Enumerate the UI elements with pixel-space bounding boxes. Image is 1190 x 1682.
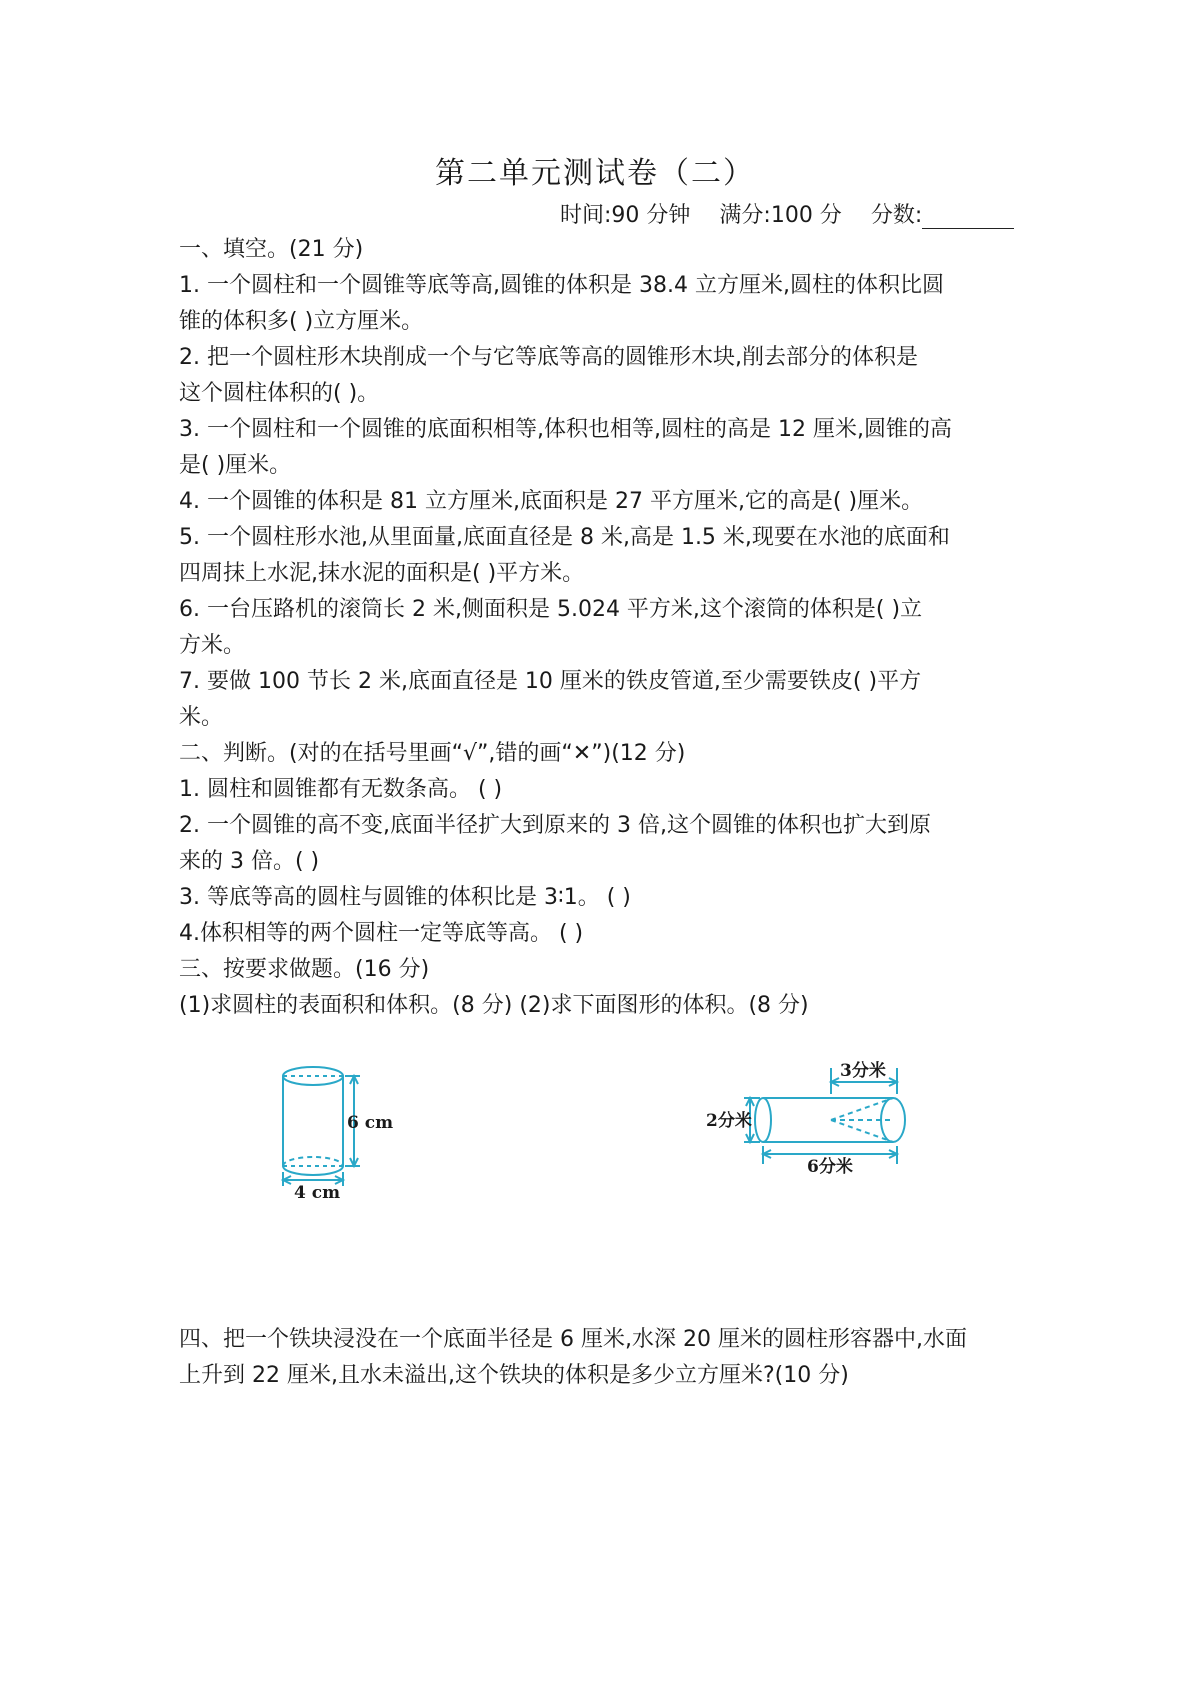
question-line: 锥的体积多( )立方厘米。 [179, 309, 424, 334]
solid-diameter-label: 2分米 [706, 1111, 752, 1131]
question-line: 上升到 22 厘米,且水未溢出,这个铁块的体积是多少立方厘米?(10 分) [179, 1363, 849, 1388]
question-line: 4. 一个圆锥的体积是 81 立方厘米,底面积是 27 平方厘米,它的高是( )厘米。 [179, 489, 924, 514]
question-line: 四周抹上水泥,抹水泥的面积是( )平方米。 [179, 561, 585, 586]
section-heading: 二、判断。(对的在括号里画“√”,错的画“✕”)(12 分) [179, 741, 686, 766]
question-line: 3. 一个圆柱和一个圆锥的底面积相等,体积也相等,圆柱的高是 12 厘米,圆锥的高 [179, 417, 952, 442]
section-heading: 一、填空。(21 分) [179, 237, 364, 262]
question-line: 来的 3 倍。( ) [179, 849, 320, 874]
solid-right-end [881, 1098, 905, 1142]
question-line: 1. 一个圆柱和一个圆锥等底等高,圆锥的体积是 38.4 立方厘米,圆柱的体积比圆 [179, 273, 944, 298]
question-line: (1)求圆柱的表面积和体积。(8 分) (2)求下面图形的体积。(8 分) [179, 993, 809, 1018]
question-line: 5. 一个圆柱形水池,从里面量,底面直径是 8 米,高是 1.5 米,现要在水池的底面和 [179, 525, 950, 550]
cylinder-height-label: 6 cm [347, 1113, 394, 1133]
figures-area [0, 1048, 1190, 1208]
question-line: 6. 一台压路机的滚筒长 2 米,侧面积是 5.024 平方米,这个滚筒的体积是( )立 [179, 597, 923, 622]
exam-meta [560, 198, 1036, 229]
cone-edge [831, 1120, 893, 1142]
question-line: 是( )厘米。 [179, 453, 292, 478]
question-line: 2. 一个圆锥的高不变,底面半径扩大到原来的 3 倍,这个圆锥的体积也扩大到原 [179, 813, 931, 838]
section-heading: 三、按要求做题。(16 分) [179, 957, 430, 982]
solid-left-end [755, 1098, 771, 1142]
cylinder-diameter-label: 4 cm [294, 1183, 341, 1203]
cylinder-bottom-front [283, 1166, 343, 1175]
question-line: 2. 把一个圆柱形木块削成一个与它等底等高的圆锥形木块,削去部分的体积是 [179, 345, 918, 370]
page-title: 第二单元测试卷（二） [435, 156, 755, 191]
full-score: 满分:100 分 [719, 203, 842, 228]
cylinder-figure [0, 1048, 1190, 1208]
time-limit: 时间:90 分钟 [560, 203, 691, 228]
cylinder-bottom-back [283, 1157, 343, 1166]
question-line: 四、把一个铁块浸没在一个底面半径是 6 厘米,水深 20 厘米的圆柱形容器中,水面 [179, 1327, 967, 1352]
question-line: 米。 [179, 705, 224, 730]
solid-length-label: 6分米 [807, 1157, 853, 1177]
cone-length-label: 3分米 [840, 1061, 886, 1081]
score-blank[interactable] [922, 208, 1014, 229]
question-line: 1. 圆柱和圆锥都有无数条高。 ( ) [179, 777, 503, 802]
question-line: 方米。 [179, 633, 246, 658]
question-line: 3. 等底等高的圆柱与圆锥的体积比是 3∶1。 ( ) [179, 885, 631, 910]
exam-content [179, 232, 1013, 1024]
score-label: 分数: [870, 203, 923, 228]
question-line: 7. 要做 100 节长 2 米,底面直径是 10 厘米的铁皮管道,至少需要铁皮( )平方 [179, 669, 922, 694]
cone-edge [831, 1098, 893, 1120]
question-line: 这个圆柱体积的( )。 [179, 381, 380, 406]
part4 [179, 1322, 1013, 1394]
question-line: 4.体积相等的两个圆柱一定等底等高。 ( ) [179, 921, 584, 946]
